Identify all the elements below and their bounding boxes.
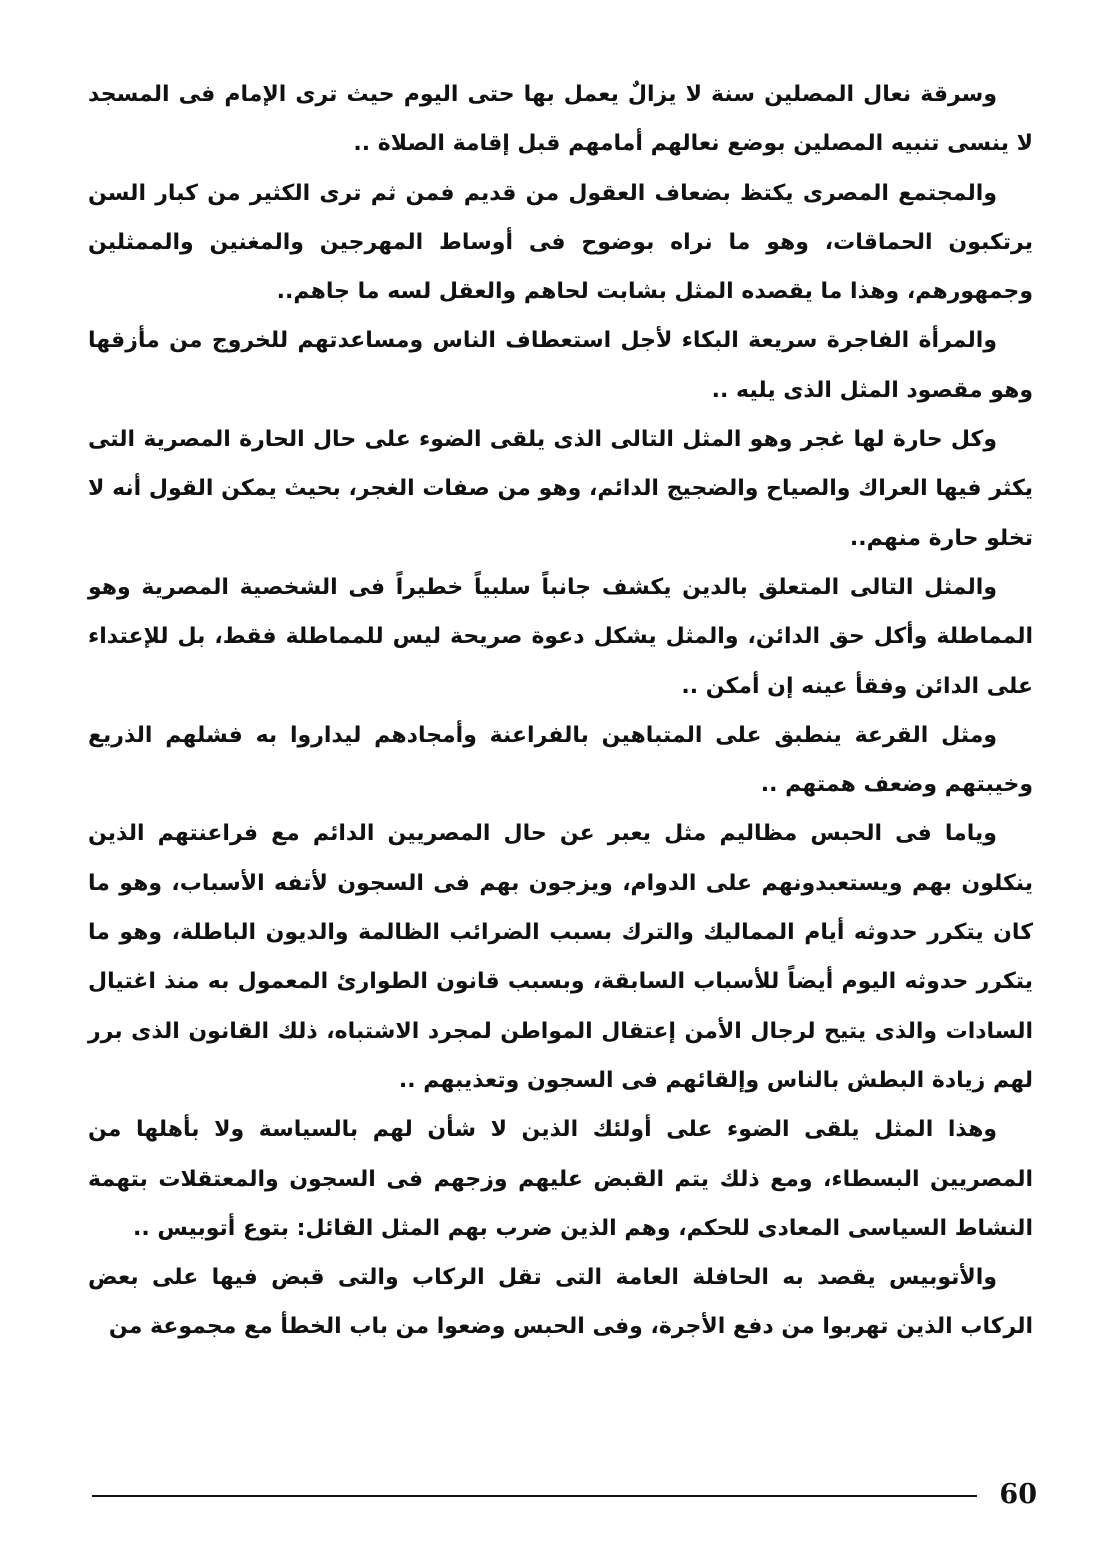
page-number: 60: [999, 1479, 1037, 1510]
paragraph: والمجتمع المصرى يكتظ بضعاف العقول من قديم فمن ثم ترى الكثير من كبار السن يرتكبون الحماقات، وهو ما نراه بوضوح فى أوساط المهرجين والمغنين والممثلين وجمهورهم، وهذا ما يقصده المثل بشابت لحاهم والعقل لسه ما جاهم..: [88, 180, 1033, 305]
paragraph: ومثل القرعة ينطبق على المتباهين بالفراعنة وأمجادهم ليداروا به فشلهم الذريع وخيبتهم وضعف همتهم ..: [88, 722, 1033, 798]
paragraph: وياما فى الحبس مظاليم مثل يعبر عن حال المصريين الدائم مع فراعنتهم الذين ينكلون بهم ويستعبدونهم على الدوام، ويزجون بهم فى السجون لأتفه الأسباب، وهو ما كان يتكرر حدوثه أيام المماليك والترك بسبب الضرائب الظالمة والديون الباطلة، وهو ما يتكرر حدوثه اليوم أيضاً للأسباب السابقة، وبسبب قانون الطوارئ المعمول به منذ اغتيال السادات والذى يتيح لرجال الأمن إعتقال المواطن لمجرد الاشتباه، ذلك القانون الذى برر لهم زيادة البطش بالناس وإلقائهم فى السجون وتعذيبهم ..: [88, 821, 1033, 1093]
paragraph: وهذا المثل يلقى الضوء على أولئك الذين لا شأن لهم بالسياسة ولا بأهلها من المصريين البسطاء، ومع ذلك يتم القبض عليهم وزجهم فى السجون والمعتقلات بتهمة النشاط السياسى المعادى للحكم، وهم الذين ضرب بهم المثل القائل: بتوع أتوبيس ..: [88, 1117, 1033, 1241]
paragraph-continued: والأتوبيس يقصد به الحافلة العامة التى تقل الركاب والتى قبض فيها على بعض الركاب الذين تهربوا من دفع الأجرة، وفى الحبس وضعوا من باب الخطأ مع مجموعة من: [88, 1265, 1033, 1340]
body-text: [88, 70, 1033, 1352]
page-footer: [92, 1478, 1037, 1518]
paragraph: والمرأة الفاجرة سريعة البكاء لأجل استعطاف الناس ومساعدتهم للخروج من مأزقها وهو مقصود المثل الذى يليه ..: [88, 328, 1033, 403]
paragraph: وسرقة نعال المصلين سنة لا يزالٌ يعمل بها حتى اليوم حيث ترى الإمام فى المسجد لا ينسى تنبيه المصلين بوضع نعالهم أمامهم قبل إقامة الصلاة ..: [88, 82, 1033, 157]
footer-divider: [92, 1495, 977, 1497]
paragraph: وكل حارة لها غجر وهو المثل التالى الذى يلقى الضوء على حال الحارة المصرية التى يكثر فيها العراك والصياح والضجيج الدائم، وهو من صفات الغجر، بحيث يمكن القول أنه لا تخلو حارة منهم..: [88, 427, 1033, 551]
paragraph: والمثل التالى المتعلق بالدين يكشف جانباً سلبياً خطيراً فى الشخصية المصرية وهو المماطلة وأكل حق الدائن، والمثل يشكل دعوة صريحة ليس للمماطلة فقط، بل للإعتداء على الدائن وفقأ عينه إن أمكن ..: [88, 574, 1033, 699]
